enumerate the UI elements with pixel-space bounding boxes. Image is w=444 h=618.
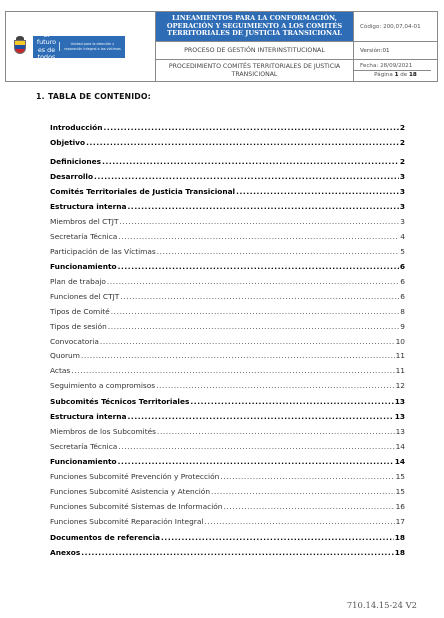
toc-entry-page: 12: [395, 381, 405, 390]
toc-dot-leader: [119, 217, 399, 226]
toc-dot-leader: [190, 397, 393, 406]
toc-dot-leader: [108, 322, 399, 331]
document-date: Fecha: 28/09/2021: [360, 63, 413, 69]
toc-dot-leader: [81, 351, 395, 360]
section-number: 1.: [36, 92, 45, 101]
toc-entry[interactable]: [50, 514, 405, 526]
toc-entry-page: 6: [399, 262, 405, 271]
toc-entry-page: 6: [400, 277, 405, 286]
toc-dot-leader: [71, 366, 394, 375]
toc-entry[interactable]: [50, 530, 405, 542]
toc-entry-page: 11: [395, 366, 405, 375]
toc-entry-title: Participación de las Víctimas: [50, 247, 156, 256]
toc-entry[interactable]: [50, 363, 405, 375]
toc-entry-title: Secretaría Técnica: [50, 232, 118, 241]
toc-entry-page: 15: [395, 472, 405, 481]
toc-entry-title: Funcionamiento: [50, 262, 117, 271]
toc-entry-title: Funciones Subcomité Prevención y Protección: [50, 472, 220, 481]
toc-entry-page: 3: [400, 217, 405, 226]
date-page-cell: [354, 60, 437, 81]
toc-dot-leader: [118, 442, 394, 451]
toc-dot-leader: [111, 307, 400, 316]
toc-entry-page: 3: [399, 202, 405, 211]
toc-entry[interactable]: [50, 229, 405, 241]
brand-subtitle: Unidad para la atención y reparación integral a las víctimas: [59, 42, 122, 50]
toc-entry[interactable]: [50, 120, 405, 132]
toc-entry-title: Objetivo: [50, 138, 86, 147]
toc-dot-leader: [204, 517, 394, 526]
brand-line1: El futuro: [36, 30, 57, 47]
toc-entry-page: 16: [395, 502, 405, 511]
document-title: LINEAMIENTOS PARA LA CONFORMACIÓN, OPERACIÓN Y SEGUIMIENTO A LOS COMITÉS TERRITORIALES DE JUSTICIA TRANSICIONAL: [156, 12, 354, 42]
toc-entry-page: 13: [395, 427, 405, 436]
toc-entry[interactable]: [50, 348, 405, 360]
toc-dot-leader: [94, 172, 399, 181]
toc-entry[interactable]: [50, 135, 405, 147]
toc-entry[interactable]: [50, 214, 405, 226]
toc-entry[interactable]: [50, 378, 405, 390]
toc-entry-page: 8: [400, 307, 405, 316]
toc-entry-title: Plan de trabajo: [50, 277, 106, 286]
toc-dot-leader: [220, 472, 394, 481]
toc-dot-leader: [100, 337, 395, 346]
toc-dot-leader: [156, 381, 394, 390]
toc-entry-page: 18: [394, 533, 405, 542]
toc-entry-page: 14: [394, 457, 405, 466]
toc-entry[interactable]: [50, 439, 405, 451]
toc-entry-title: Desarrollo: [50, 172, 94, 181]
toc-entry-title: Anexos: [50, 548, 81, 557]
toc-entry-page: 4: [400, 232, 405, 241]
toc-dot-leader: [128, 412, 394, 421]
toc-entry-page: 13: [394, 412, 405, 421]
toc-dot-leader: [157, 247, 400, 256]
toc-entry[interactable]: [50, 484, 405, 496]
toc-entry-page: 18: [394, 548, 405, 557]
section-heading: [36, 92, 151, 101]
toc-entry-page: 10: [395, 337, 405, 346]
document-code: Código: 200,07,04-01: [354, 12, 437, 42]
toc-dot-leader: [118, 262, 399, 271]
toc-dot-leader: [118, 457, 394, 466]
toc-dot-leader: [107, 277, 399, 286]
toc-entry-title: Actas: [50, 366, 71, 375]
toc-dot-leader: [81, 548, 393, 557]
toc-entry-title: Introducción: [50, 123, 103, 132]
toc-entry-page: 13: [394, 397, 405, 406]
toc-entry-page: 14: [395, 442, 405, 451]
toc-entry[interactable]: [50, 304, 405, 316]
toc-entry-title: Miembros del CTJT: [50, 217, 119, 226]
toc-entry[interactable]: [50, 499, 405, 511]
toc-entry-title: Quorum: [50, 351, 80, 360]
toc-entry-title: Documentos de referencia: [50, 533, 160, 542]
toc-entry-title: Convocatoria: [50, 337, 99, 346]
page-indicator: Página 1 de 18: [354, 70, 431, 79]
toc-entry-title: Funciones Subcomité Asistencia y Atención: [50, 487, 211, 496]
toc-entry[interactable]: [50, 409, 405, 421]
toc-dot-leader: [120, 292, 399, 301]
toc-entry[interactable]: [50, 394, 405, 406]
toc-entry-title: Miembros de los Subcomités: [50, 427, 157, 436]
process-name: PROCESO DE GESTIÓN INTERINSTITUCIONAL: [156, 42, 354, 60]
toc-entry-title: Definiciones: [50, 157, 102, 166]
coat-of-arms-icon: [12, 36, 28, 58]
toc-entry[interactable]: [50, 334, 405, 346]
toc-entry-title: Secretaría Técnica: [50, 442, 118, 451]
toc-entry-title: Estructura interna: [50, 412, 127, 421]
toc-entry-page: 5: [400, 247, 405, 256]
brand-line2: es de todos: [37, 45, 56, 61]
toc-entry-page: 2: [399, 123, 405, 132]
toc-dot-leader: [128, 202, 399, 211]
toc-entry-page: 3: [399, 172, 405, 181]
toc-entry-page: 6: [400, 292, 405, 301]
document-version: Versión:01: [354, 42, 437, 60]
toc-entry[interactable]: [50, 259, 405, 271]
toc-entry-title: Comités Territoriales de Justicia Transicional: [50, 187, 236, 196]
brand-logo: [33, 30, 125, 61]
toc-entry-page: 17: [395, 517, 405, 526]
toc-entry[interactable]: [50, 184, 405, 196]
toc-dot-leader: [102, 157, 399, 166]
toc-entry-page: 11: [395, 351, 405, 360]
toc-dot-leader: [161, 533, 394, 542]
toc-entry-page: 15: [395, 487, 405, 496]
toc-entry-page: 9: [400, 322, 405, 331]
toc-entry[interactable]: [50, 545, 405, 557]
toc-entry-title: Seguimiento a compromisos: [50, 381, 156, 390]
toc-entry[interactable]: [50, 424, 405, 436]
toc-entry[interactable]: [50, 454, 405, 466]
toc-entry-title: Tipos de sesión: [50, 322, 107, 331]
toc-entry-title: Funciones Subcomité Reparación Integral: [50, 517, 204, 526]
toc-entry[interactable]: [50, 199, 405, 211]
toc-dot-leader: [118, 232, 399, 241]
toc-dot-leader: [224, 502, 395, 511]
toc-entry[interactable]: [50, 274, 405, 286]
toc-entry-page: 2: [399, 138, 405, 147]
toc-dot-leader: [86, 138, 399, 147]
toc-entry[interactable]: [50, 469, 405, 481]
toc-dot-leader: [236, 187, 399, 196]
document-header-table: [5, 11, 438, 82]
logo-cell: [6, 12, 156, 81]
toc-dot-leader: [157, 427, 395, 436]
toc-entry-page: 3: [399, 187, 405, 196]
toc-entry-title: Estructura interna: [50, 202, 127, 211]
toc-entry-title: Funciones del CTJT: [50, 292, 120, 301]
footer-code: 710.14.15-24 V2: [346, 600, 417, 610]
toc-entry[interactable]: [50, 154, 405, 166]
toc-entry[interactable]: [50, 319, 405, 331]
toc-entry-title: Funcionamiento: [50, 457, 117, 466]
toc-entry-title: Subcomités Técnicos Territoriales: [50, 397, 190, 406]
toc-entry[interactable]: [50, 244, 405, 256]
toc-entry[interactable]: [50, 289, 405, 301]
toc-entry-title: Funciones Subcomité Sistemas de Información: [50, 502, 223, 511]
toc-entry-title: Tipos de Comité: [50, 307, 110, 316]
toc-dot-leader: [211, 487, 395, 496]
procedure-name: PROCEDIMIENTO COMITÉS TERRITORIALES DE JUSTICIA TRANSICIONAL: [156, 60, 354, 81]
toc-entry-page: 2: [399, 157, 405, 166]
section-title: TABLA DE CONTENIDO:: [48, 92, 151, 101]
toc-dot-leader: [103, 123, 398, 132]
toc-entry[interactable]: [50, 169, 405, 181]
